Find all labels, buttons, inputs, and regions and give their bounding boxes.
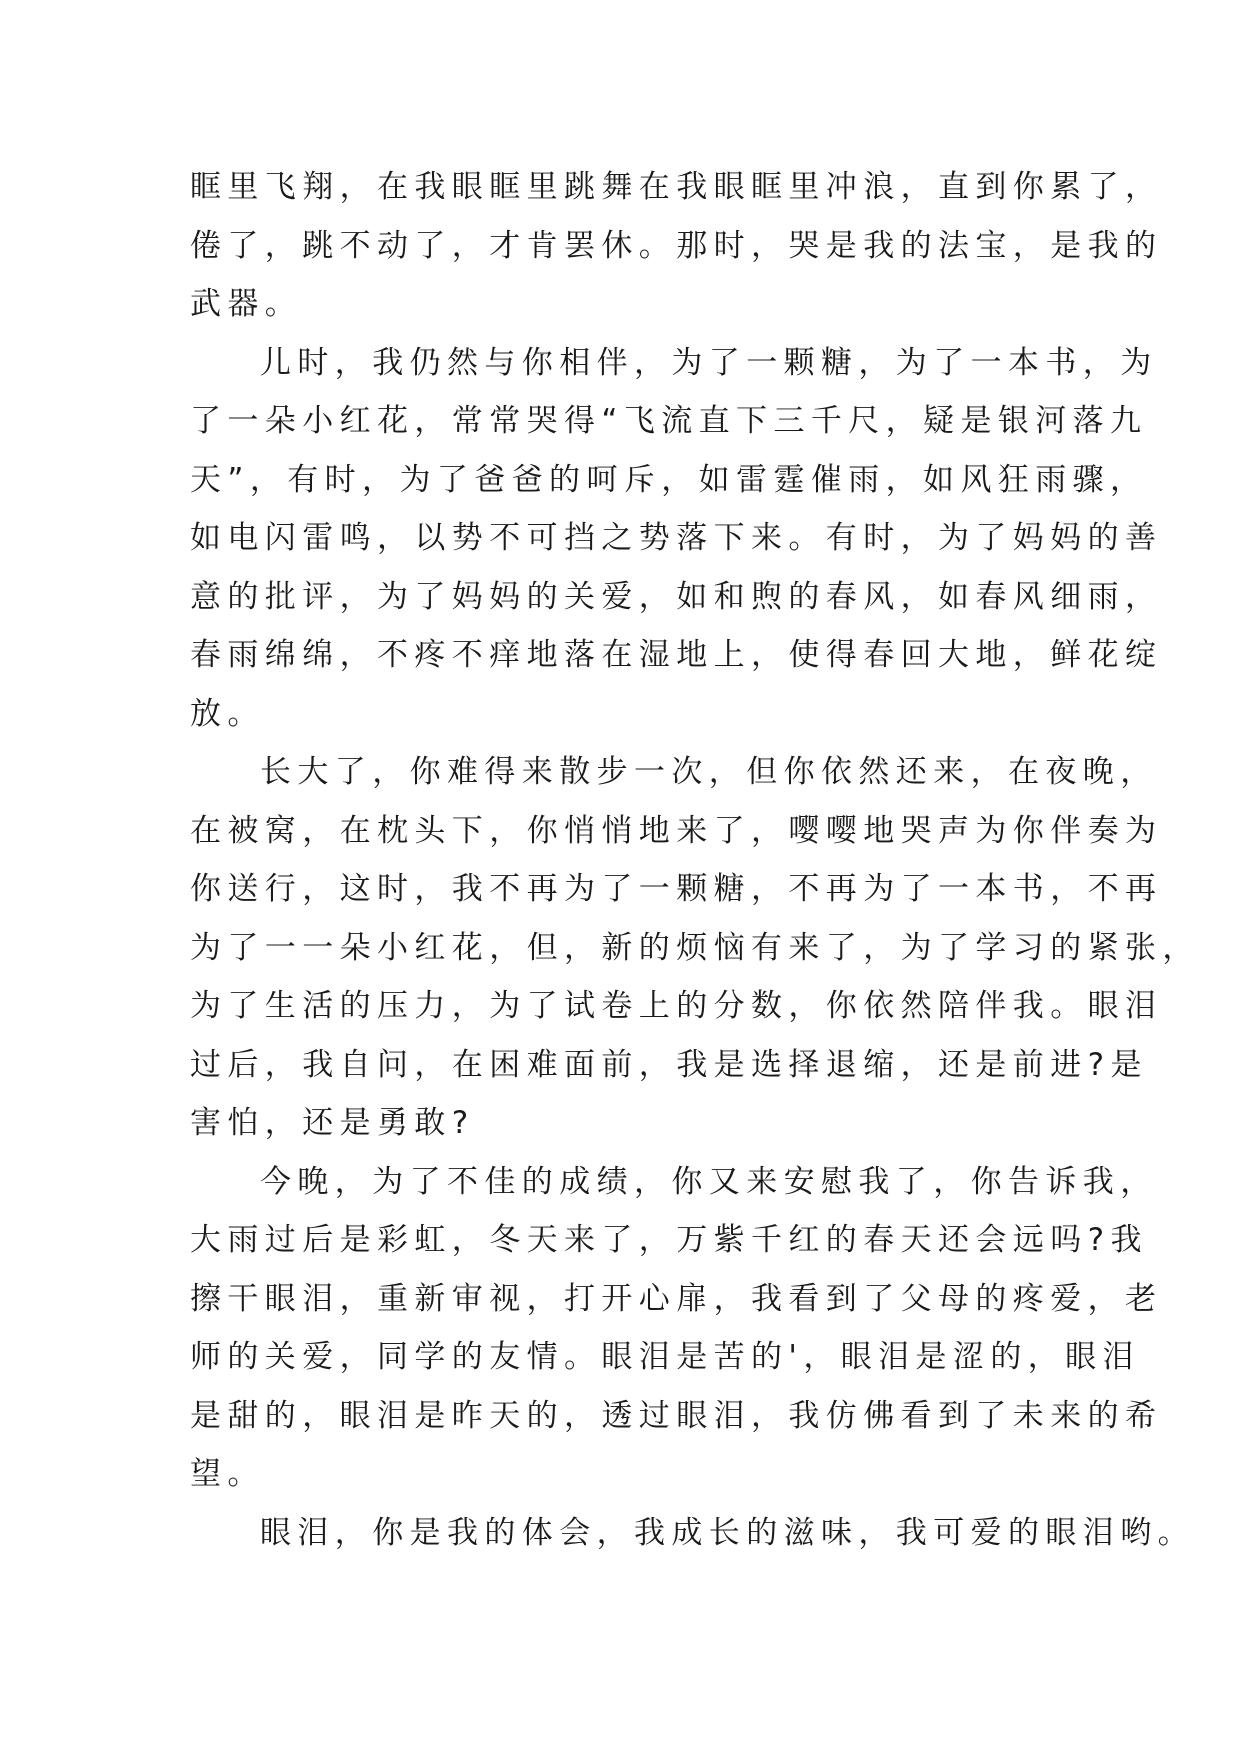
- paragraph-2: [190, 334, 1163, 744]
- text-line: 今晚，为了不佳的成绩，你又来安慰我了，你告诉我，: [260, 1163, 1158, 1200]
- text-line: 过后，我自问，在困难面前，我是选择退缩，还是前进?是: [190, 1046, 1148, 1083]
- text-line: 放。: [190, 695, 265, 732]
- text-line: 为了一一朵小红花，但，新的烦恼有来了，为了学习的紧张，: [190, 929, 1200, 966]
- text-line: 是甜的，眼泪是昨天的，透过眼泪，我仿佛看到了未来的希: [190, 1397, 1163, 1434]
- document-body: [190, 158, 1200, 1562]
- text-line: 春雨绵绵，不疼不痒地落在湿地上，使得春回大地，鲜花绽: [190, 637, 1163, 673]
- text-line: 眶里飞翔，在我眼眶里跳舞在我眼眶里冲浪，直到你累了，: [190, 169, 1163, 205]
- text-line: 望。: [190, 1456, 265, 1492]
- text-line: 儿时，我仍然与你相伴，为了一颗糖，为了一本书，为: [260, 344, 1158, 381]
- text-line: 擦干眼泪，重新审视，打开心扉，我看到了父母的疼爱，老: [190, 1280, 1163, 1317]
- text-line: 意的批评，为了妈妈的关爱，如和煦的春风，如春风细雨，: [190, 578, 1163, 615]
- paragraph-4: [190, 1153, 1163, 1504]
- text-line: 如电闪雷鸣，以势不可挡之势落下来。有时，为了妈妈的善: [190, 520, 1163, 556]
- text-line: 眼泪，你是我的体会，我成长的滋味，我可爱的眼泪哟。: [260, 1514, 1195, 1551]
- paragraph-1: [190, 158, 1163, 334]
- text-line: 为了生活的压力，为了试卷上的分数，你依然陪伴我。眼泪: [190, 988, 1163, 1024]
- paragraph-3: [190, 743, 1200, 1153]
- text-line: 你送行，这时，我不再为了一颗糖，不再为了一本书，不再: [190, 871, 1163, 907]
- text-line: 天”，有时，为了爸爸的呵斥，如雷霆催雨，如风狂雨骤，: [190, 461, 1148, 498]
- text-line: 师的关爱，同学的友情。眼泪是苦的'，眼泪是涩的，眼泪: [190, 1339, 1140, 1375]
- text-line: 倦了，跳不动了，才肯罢休。那时，哭是我的法宝，是我的: [190, 227, 1163, 264]
- text-line: 长大了，你难得来散步一次，但你依然还来，在夜晚，: [260, 754, 1158, 790]
- text-line: 大雨过后是彩虹，冬天来了，万紫千红的春天还会远吗?我: [190, 1222, 1148, 1258]
- text-line: 在被窝，在枕头下，你悄悄地来了，嘤嘤地哭声为你伴奏为: [190, 812, 1163, 849]
- text-line: 害怕，还是勇敢?: [190, 1105, 475, 1141]
- paragraph-5: [190, 1504, 1195, 1563]
- text-line: 武器。: [190, 286, 303, 322]
- text-line: 了一朵小红花，常常哭得“飞流直下三千尺，疑是银河落九: [190, 403, 1148, 439]
